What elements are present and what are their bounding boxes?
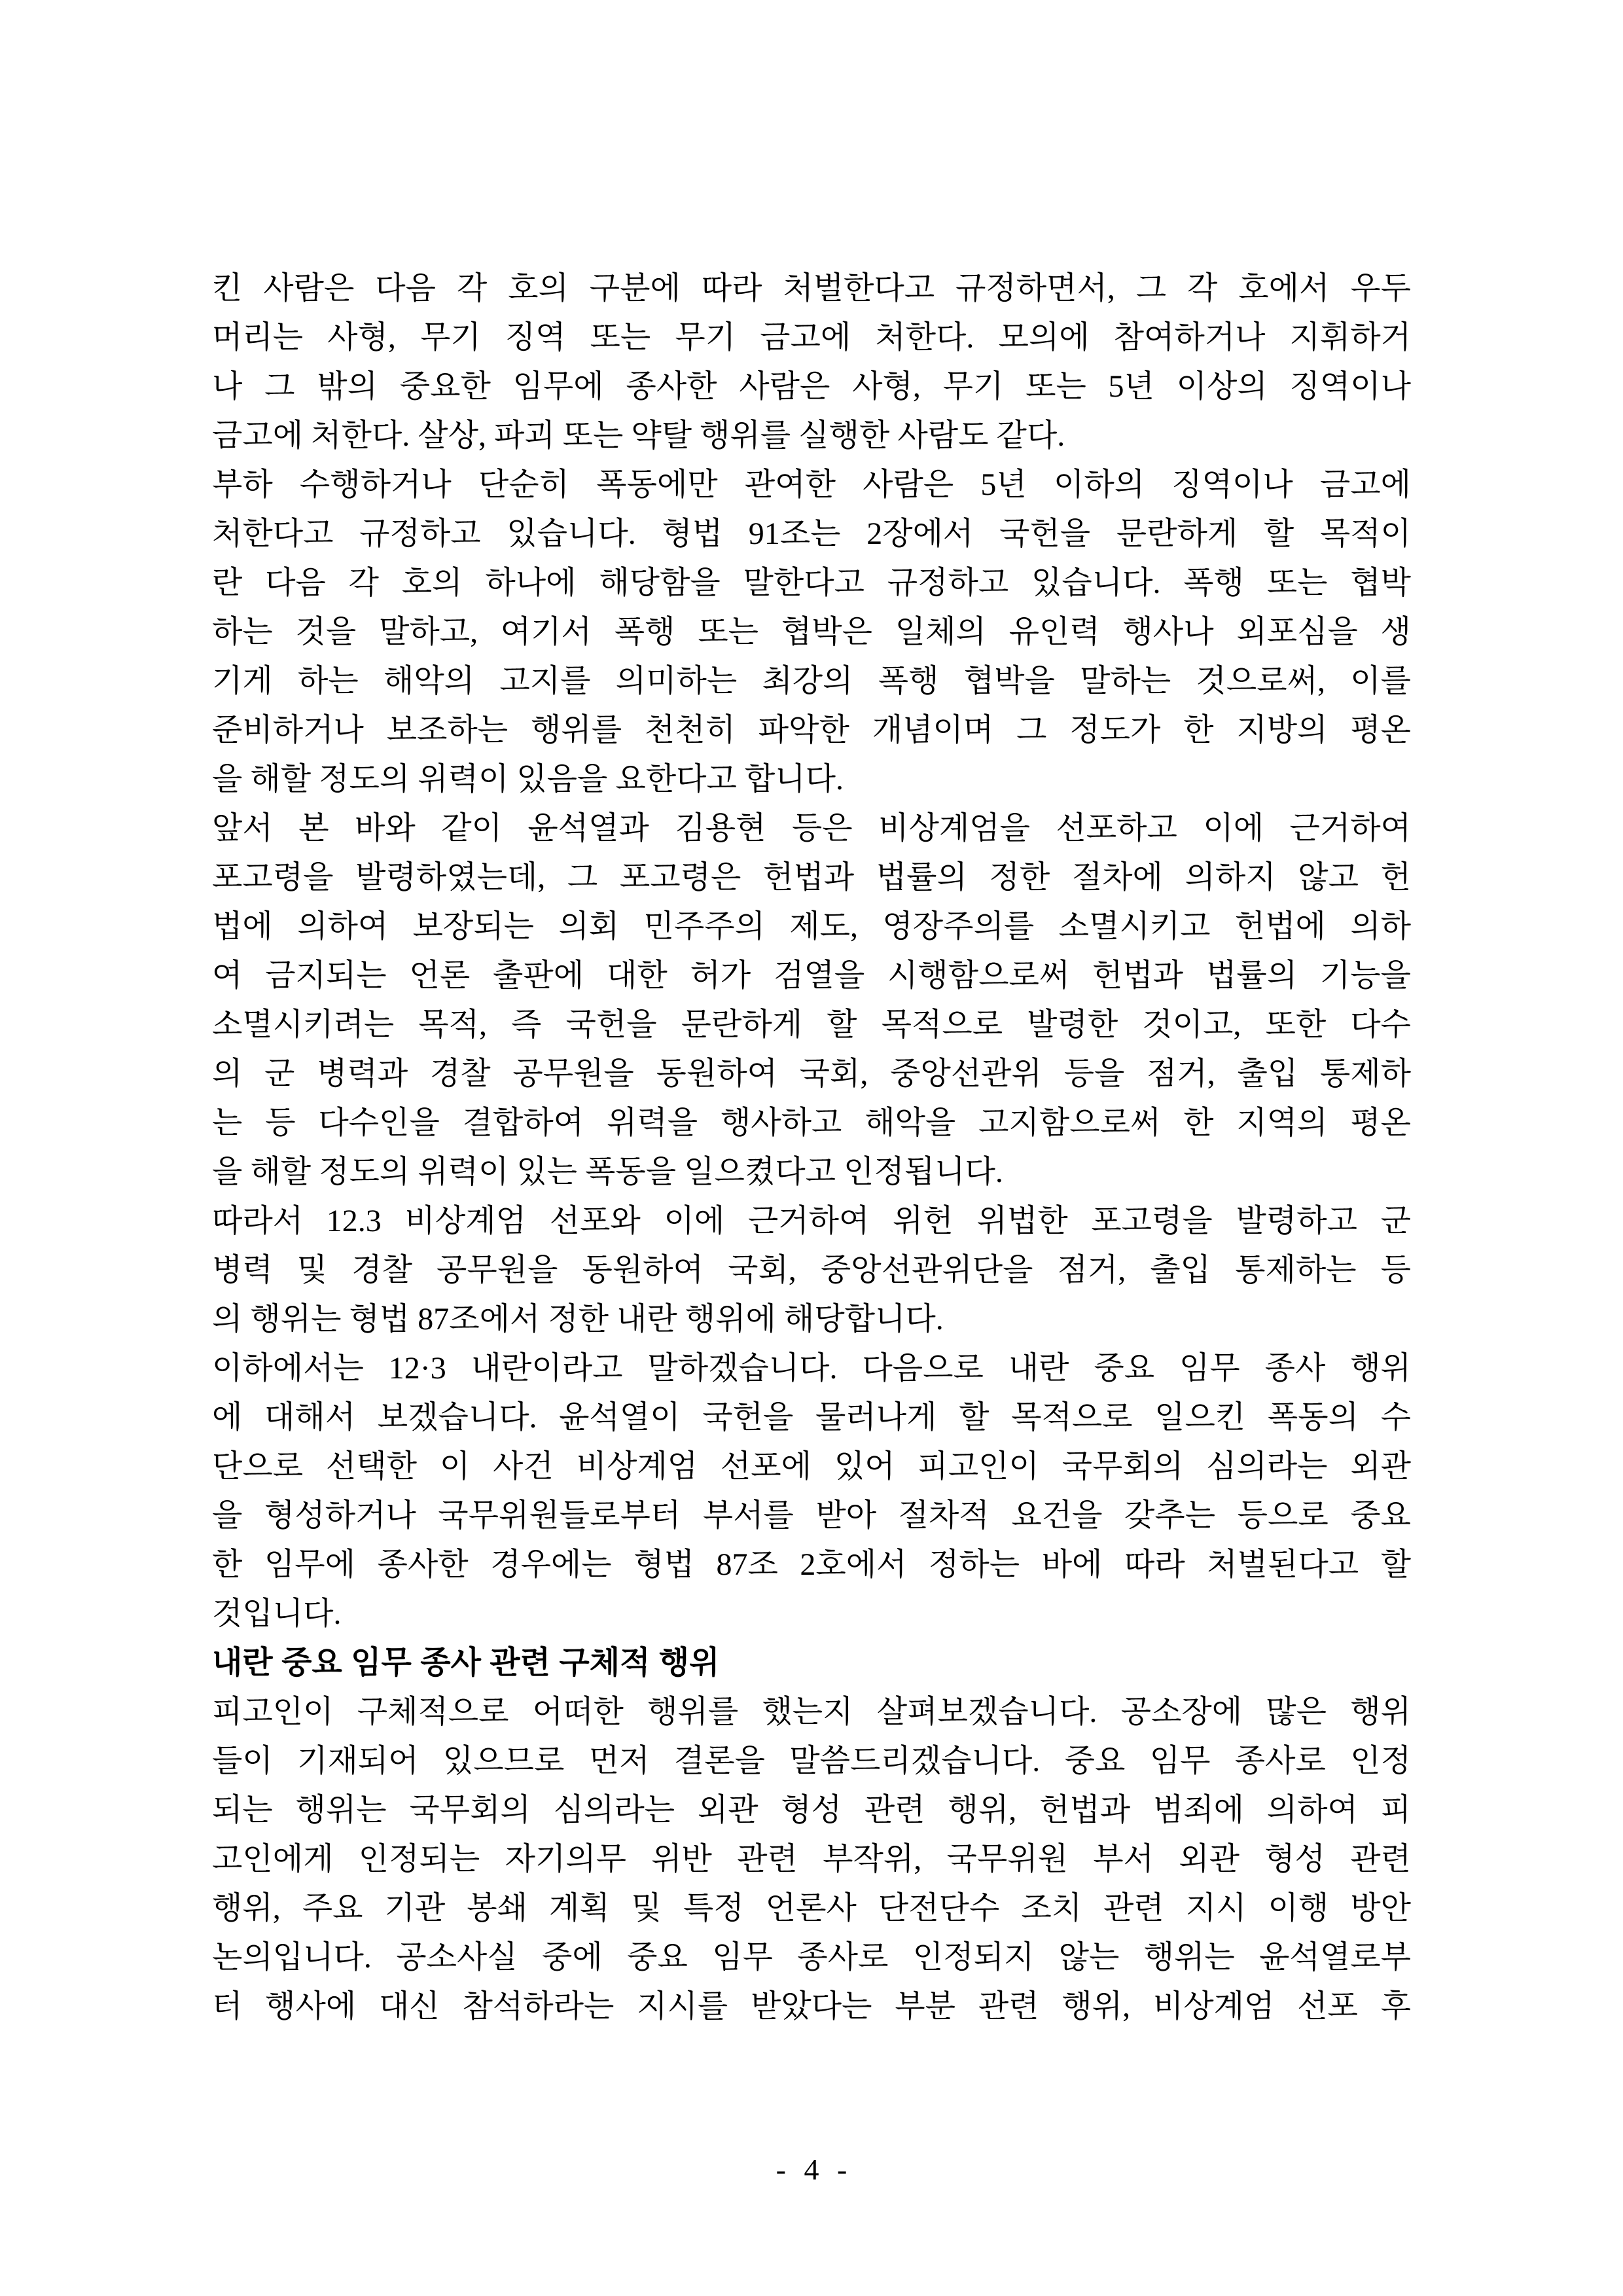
text-line: 터 행사에 대신 참석하라는 지시를 받았다는 부분 관련 행위, 비상계엄 선포 후 <box>212 1989 1411 2024</box>
text-line: 병력 및 경찰 공무원을 동원하여 국회, 중앙선관위단을 점거, 출입 통제하는 등 <box>212 1253 1411 1287</box>
text-line: 앞서 본 바와 같이 윤석열과 김용현 등은 비상계엄을 선포하고 이에 근거하여 <box>212 811 1411 846</box>
text-line: 이하에서는 12·3 내란이라고 말하겠습니다. 다음으로 내란 중요 임무 종사 행위 <box>212 1351 1411 1386</box>
text-line: 기게 하는 해악의 고지를 의미하는 최강의 폭행 협박을 말하는 것으로써, 이를 <box>212 664 1411 698</box>
text-line: 금고에 처한다. 살상, 파괴 또는 약탈 행위를 실행한 사람도 같다. <box>212 418 1065 453</box>
text-line: 고인에게 인정되는 자기의무 위반 관련 부작위, 국무위원 부서 외관 형성 관련 <box>212 1842 1411 1876</box>
text-line: 따라서 12.3 비상계엄 선포와 이에 근거하여 위헌 위법한 포고령을 발령하고 군 <box>212 1204 1411 1238</box>
text-line: 것입니다. <box>212 1596 342 1631</box>
text-line: 여 금지되는 언론 출판에 대한 허가 검열을 시행함으로써 헌법과 법률의 기능을 <box>212 958 1411 993</box>
text-line: 머리는 사형, 무기 징역 또는 무기 금고에 처한다. 모의에 참여하거나 지휘하거 <box>212 320 1411 355</box>
text-line: 킨 사람은 다음 각 호의 구분에 따라 처벌한다고 규정하면서, 그 각 호에서 우두 <box>212 271 1411 306</box>
body-text <box>212 264 1411 2031</box>
text-line: 하는 것을 말하고, 여기서 폭행 또는 협박은 일체의 유인력 행사나 외포심을 생 <box>212 615 1411 649</box>
page-number: - 4 - <box>776 2153 847 2186</box>
text-line: 한 임무에 종사한 경우에는 형법 87조 2호에서 정하는 바에 따라 처벌된다고 할 <box>212 1547 1411 1582</box>
section-heading: 내란 중요 임무 종사 관련 구체적 행위 <box>212 1645 720 1680</box>
text-line: 는 등 다수인을 결합하여 위력을 행사하고 해악을 고지함으로써 한 지역의 평온 <box>212 1105 1411 1140</box>
text-line: 처한다고 규정하고 있습니다. 형법 91조는 2장에서 국헌을 문란하게 할 목적이 <box>212 516 1411 551</box>
text-line: 의 행위는 형법 87조에서 정한 내란 행위에 해당합니다. <box>212 1302 944 1336</box>
text-line: 논의입니다. 공소사실 중에 중요 임무 종사로 인정되지 않는 행위는 윤석열로부 <box>212 1940 1411 1975</box>
text-line: 을 해할 정도의 위력이 있음을 요한다고 합니다. <box>212 762 844 797</box>
text-line: 의 군 병력과 경찰 공무원을 동원하여 국회, 중앙선관위 등을 점거, 출입 통제하 <box>212 1056 1411 1091</box>
text-line: 나 그 밖의 중요한 임무에 종사한 사람은 사형, 무기 또는 5년 이상의 징역이나 <box>212 369 1411 404</box>
text-line: 에 대해서 보겠습니다. 윤석열이 국헌을 물러나게 할 목적으로 일으킨 폭동의 수 <box>212 1400 1411 1435</box>
text-line: 준비하거나 보조하는 행위를 천천히 파악한 개념이며 그 정도가 한 지방의 평온 <box>212 713 1411 747</box>
text-line: 소멸시키려는 목적, 즉 국헌을 문란하게 할 목적으로 발령한 것이고, 또한 다수 <box>212 1007 1411 1042</box>
text-line: 을 해할 정도의 위력이 있는 폭동을 일으켰다고 인정됩니다. <box>212 1155 1003 1189</box>
text-line: 포고령을 발령하였는데, 그 포고령은 헌법과 법률의 정한 절차에 의하지 않고 헌 <box>212 860 1411 895</box>
text-line: 행위, 주요 기관 봉쇄 계획 및 특정 언론사 단전단수 조치 관련 지시 이행 방안 <box>212 1891 1411 1926</box>
text-line: 단으로 선택한 이 사건 비상계엄 선포에 있어 피고인이 국무회의 심의라는 외관 <box>212 1449 1411 1484</box>
text-line: 피고인이 구체적으로 어떠한 행위를 했는지 살펴보겠습니다. 공소장에 많은 행위 <box>212 1695 1411 1729</box>
text-line: 란 다음 각 호의 하나에 해당함을 말한다고 규정하고 있습니다. 폭행 또는 협박 <box>212 565 1411 600</box>
text-line: 들이 기재되어 있으므로 먼저 결론을 말씀드리겠습니다. 중요 임무 종사로 인정 <box>212 1744 1411 1778</box>
text-line: 부하 수행하거나 단순히 폭동에만 관여한 사람은 5년 이하의 징역이나 금고에 <box>212 467 1411 502</box>
text-line: 되는 행위는 국무회의 심의라는 외관 형성 관련 행위, 헌법과 범죄에 의하여 피 <box>212 1793 1411 1827</box>
text-line: 법에 의하여 보장되는 의회 민주주의 제도, 영장주의를 소멸시키고 헌법에 의하 <box>212 909 1411 944</box>
text-line: 을 형성하거나 국무위원들로부터 부서를 받아 절차적 요건을 갖추는 등으로 중요 <box>212 1498 1411 1533</box>
